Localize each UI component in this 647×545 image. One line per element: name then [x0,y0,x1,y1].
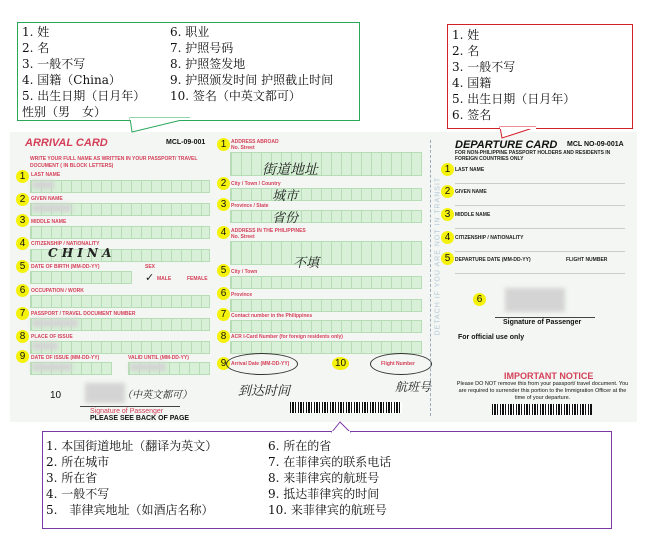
dep-citizenship-input[interactable] [455,242,625,252]
mid-label-address-abroad: ADDRESS ABROAD [231,139,279,145]
arrival-num-3: 3 [16,214,29,227]
dep-label-departure-date: DEPARTURE DATE (MM-DD-YY) [455,257,531,263]
mid-num-5: 5 [217,264,230,277]
mid-label-flight-number: Flight Number [381,361,415,367]
dep-label-given-name: GIVEN NAME [455,189,487,195]
arrival-label-given-name: GIVEN NAME [31,196,63,202]
tl-line-7: 6. 职业 [170,25,210,39]
hw-street: 街道地址 [262,162,318,178]
mid-num-3: 3 [217,198,230,211]
callout-top-right-pointer [490,121,550,141]
dep-label-flight-number: FLIGHT NUMBER [566,257,608,263]
hw-province: 省份 [272,211,299,226]
b-line-4: 4. 一般不写 [46,487,110,501]
dep-given-name-input[interactable] [455,196,625,206]
arrival-dob-input[interactable] [30,271,132,284]
arrival-label-dob: DATE OF BIRTH (MM-DD-YY) [31,264,100,270]
mid-num-2: 2 [217,177,230,190]
dep-last-name-input[interactable] [455,174,625,184]
arrival-given-name-redacted [32,204,72,212]
dep-num-4: 4 [441,231,454,244]
detach-line [430,140,431,416]
dep-num-6: 6 [473,293,486,306]
female-option[interactable]: FEMALE [187,276,208,282]
mid-label-arrival-date: Arrival Date (MM-DD-YY) [231,361,290,367]
handwritten-citizenship: C H I N A [48,246,112,260]
tr-line-5: 5. 出生日期（日月年） [452,92,576,106]
arrival-last-name-redacted [32,181,54,189]
b-line-3: 3. 所在省 [46,471,98,485]
callout-top-right-list [452,27,575,123]
mid-city-country-input[interactable] [230,188,422,201]
arrival-num-2: 2 [16,193,29,206]
tr-line-3: 3. 一般不写 [452,60,516,74]
arrival-code: MCL-09-001 [166,139,206,146]
departure-subtitle: FOR NON-PHILIPPINE PASSPORT HOLDERS AND RESIDENTS IN FOREIGN COUNTRIES ONLY [455,150,611,162]
mid-label-contact: Contact number in the Philippines [231,313,313,319]
b-line-9: 9. 抵达菲律宾的时间 [268,487,380,501]
tr-line-4: 4. 国籍 [452,76,492,90]
arrival-num-8: 8 [16,330,29,343]
arrival-num-7: 7 [16,307,29,320]
mid-label-address-ph-sub: No. Street [231,234,255,240]
dep-sig-label: Signature of Passenger [503,319,582,326]
dep-label-last-name: LAST NAME [455,167,485,173]
b-line-8: 8. 来菲律宾的航班号 [268,471,380,485]
arrival-valid-redacted [130,363,166,371]
hw-city: 城市 [272,189,299,204]
arrival-label-middle-name: MIDDLE NAME [31,219,67,225]
tr-line-1: 1. 姓 [452,28,480,42]
mid-num-9: 9 [217,357,230,370]
mid-contact-input[interactable] [230,320,422,333]
arrival-middle-name-input[interactable] [30,226,210,239]
tl-line-2: 2. 名 [22,41,50,55]
callout-bottom-col2 [268,438,391,518]
mid-num-6: 6 [217,287,230,300]
callout-bottom-col1 [46,438,217,518]
hw-flight: 航班号 [395,380,432,394]
mid-province-input[interactable] [230,299,422,312]
tl-line-4: 4. 国籍（China） [22,73,121,87]
tl-line-1: 1. 姓 [22,25,50,39]
dep-label-citizenship: CITIZENSHIP / NATIONALITY [455,235,524,241]
tl-line-3: 3. 一般不写 [22,57,86,71]
dep-label-middle-name: MIDDLE NAME [455,212,491,218]
b-line-6: 6. 所在的省 [268,439,332,453]
arrival-label-valid-until: VALID UNTIL (MM-DD-YY) [128,355,189,361]
mid-address-ph-input[interactable] [230,241,422,265]
notice-text: Please DO NOT remove this from your passport/ travel document. You are required to surrender this portion to the Immigration Officer at the time of your departure. [456,381,629,401]
dep-official-use: For official use only [458,334,525,341]
hw-not-needed: 不填 [293,256,320,271]
callout-top-left-col2 [170,24,333,104]
arrival-sig-num: 10 [50,390,62,401]
arrival-num-9: 9 [16,350,29,363]
mid-label-province: Province [231,292,253,298]
arrival-num-6: 6 [16,284,29,297]
arrival-issue-redacted [32,363,72,371]
arrival-occupation-input[interactable] [30,295,210,308]
departure-code: MCL NO-09-001A [567,141,624,148]
mid-num-10: 10 [332,357,349,370]
tr-line-2: 2. 名 [452,44,480,58]
hw-arrival-time: 到达时间 [238,384,291,399]
arrival-label-citizenship: CITIZENSHIP / NATIONALITY [31,241,100,247]
arrival-label-passport: PASSPORT / TRAVEL DOCUMENT NUMBER [31,311,136,317]
mid-num-1: 1 [217,138,230,151]
arrival-label-sex: SEX [145,264,156,270]
dep-sig-line [495,317,595,318]
mid-num-8: 8 [217,330,230,343]
mid-city-town-input[interactable] [230,276,422,289]
mid-address-abroad-input[interactable] [230,152,422,176]
dep-num-1: 1 [441,163,454,176]
b-line-10: 10. 来菲律宾的航班号 [268,503,387,517]
tl-line-6: 性别（男 女） [22,105,107,119]
arrival-sig-label: Signature of Passenger [90,408,164,415]
tl-line-8: 7. 护照号码 [170,41,234,55]
b-line-1: 1. 本国街道地址（翻译为英文） [46,439,218,453]
b-line-7: 7. 在菲律宾的联系电话 [268,455,392,469]
mid-label-address-abroad-sub: No. Street [231,145,255,151]
arrival-label-last-name: LAST NAME [31,172,61,178]
callout-bottom-pointer [320,420,360,434]
tl-line-5: 5. 出生日期（日月年） [22,89,146,103]
tl-line-9: 8. 护照签发地 [170,57,246,71]
arrival-see-back: PLEASE SEE BACK OF PAGE [90,415,190,422]
arrival-last-name-input[interactable] [30,180,210,193]
dep-date-input[interactable] [455,264,625,274]
mid-label-province-state: Province / State [231,203,269,209]
arrival-passport-redacted [32,319,78,327]
mid-label-acr: ACR I-Card Number (for foreign residents only) [231,334,343,340]
arrival-label-date-of-issue: DATE OF ISSUE (MM-DD-YY) [31,355,100,361]
arrival-sig-line [80,406,180,407]
tl-line-10: 9. 护照颁发时间 护照截止时间 [170,73,334,87]
arrival-label-occupation: OCCUPATION / WORK [31,288,84,294]
dep-signature-redacted [505,288,565,312]
arrival-label-place-of-issue: PLACE OF ISSUE [31,334,73,340]
middle-barcode [290,402,402,413]
dep-num-3: 3 [441,208,454,221]
tl-line-11: 10. 签名（中英文都可） [170,89,301,103]
mid-label-address-ph: ADDRESS IN THE PHILIPPINES [231,228,306,234]
detach-text: DETACH IF YOU ARE NOT IN TRANSIT [434,176,442,336]
arrival-instruction: WRITE YOUR FULL NAME AS WRITTEN IN YOUR PASSPORT/ TRAVEL DOCUMENT ( IN BLOCK LETTERS) [30,156,198,169]
dep-num-2: 2 [441,185,454,198]
arrival-signature-redacted [85,383,125,403]
dep-middle-name-input[interactable] [455,219,625,229]
arrival-place-redacted [32,342,58,350]
mid-label-city-country: City / Town / Country [231,181,281,187]
notice-title: IMPORTANT NOTICE [504,371,594,381]
male-checkmark: ✓ [145,271,155,284]
dep-num-5: 5 [441,252,454,265]
departure-barcode [492,404,592,415]
arrival-num-1: 1 [16,170,29,183]
arrival-sig-handwriting: （中英文都可） [122,390,192,401]
mid-province-state-input[interactable] [230,210,422,223]
mid-label-city-town: City / Town [231,269,258,275]
callout-top-left-col1 [22,24,145,120]
departure-title: DEPARTURE CARD [455,139,558,151]
mid-num-7: 7 [217,308,230,321]
male-option[interactable]: MALE [157,276,172,282]
b-line-5: 5. 菲律宾地址（如酒店名称） [46,503,214,517]
arrival-num-5: 5 [16,260,29,273]
arrival-title: ARRIVAL CARD [25,137,108,149]
tr-line-6: 6. 签名 [452,108,492,122]
mid-num-4: 4 [217,226,230,239]
arrival-num-4: 4 [16,237,29,250]
b-line-2: 2. 所在城市 [46,455,110,469]
